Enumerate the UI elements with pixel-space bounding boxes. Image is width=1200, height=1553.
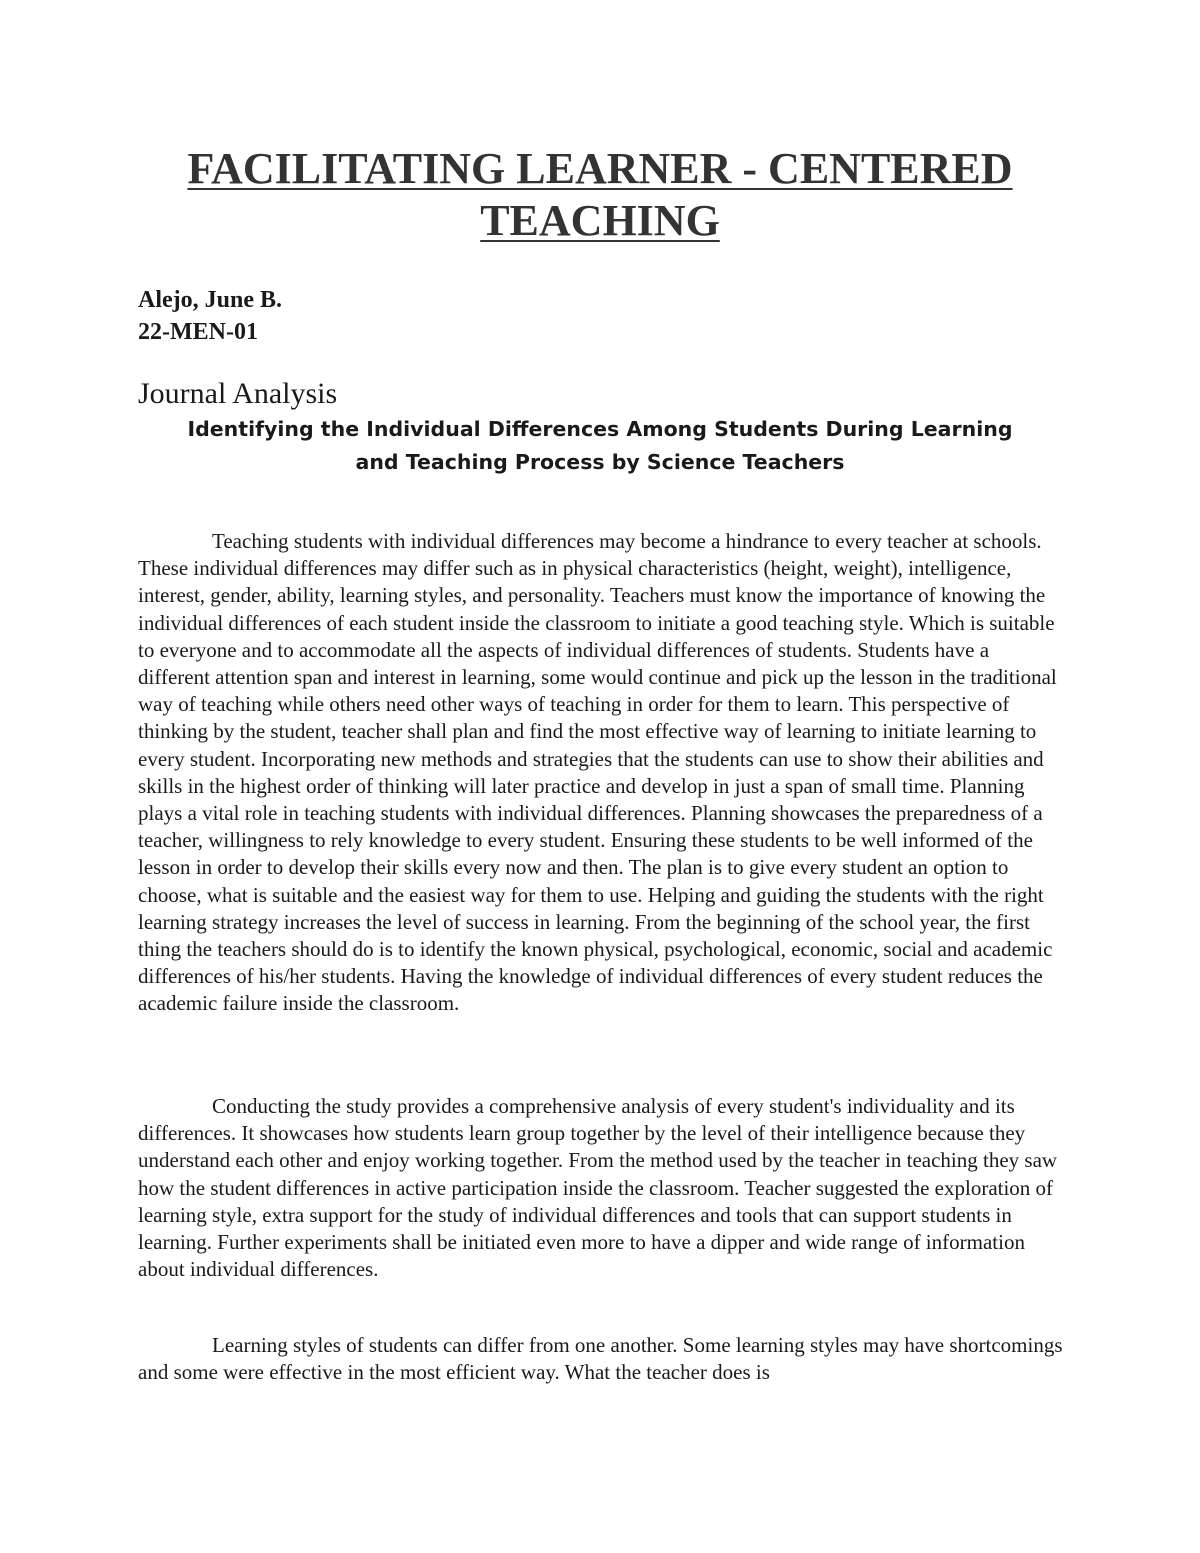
author-id: 22-MEN-01 bbox=[138, 319, 258, 345]
author-block bbox=[138, 284, 282, 348]
article-subtitle bbox=[138, 413, 1062, 479]
author-name: Alejo, June B. bbox=[138, 287, 282, 313]
subtitle-line-1: Identifying the Individual Differences Among Students During Learning bbox=[187, 417, 1013, 441]
body-paragraph-3: Learning styles of students can differ from one another. Some learning styles may have shortcomings and some were effective in the most efficient way. What the teacher does is bbox=[138, 1333, 1063, 1385]
title-line-2: TEACHING bbox=[480, 196, 720, 245]
body-paragraph-1: Teaching students with individual differences may become a hindrance to every teacher at schools. These individual differences may differ such as in physical characteristics (height, weight), intelligence, interest, gender, ability, learning styles, and personality. Teachers must know the importance of knowing the individual differences of each student inside the classroom to initiate a good teaching style. Which is suitable to everyone and to accommodate all the aspects of individual differences of students. Students have a different attention span and interest in learning, some would continue and pick up the lesson in the traditional way of teaching while others need other ways of teaching in order for them to learn. This perspective of thinking by the student, teacher shall plan and find the most effective way of learning to initiate learning to every student. Incorporating new methods and strategies that the students can use to show their abilities and skills in the highest order of thinking will later practice and develop in just a span of small time. Planning plays a vital role in teaching students with individual differences. Planning showcases the preparedness of a teacher, willingness to rely knowledge to every student. Ensuring these students to be well informed of the lesson in order to develop their skills every now and then. The plan is to give every student an option to choose, what is suitable and the easiest way for them to use. Helping and guiding the students with the right learning strategy increases the level of success in learning. From the beginning of the school year, the first thing the teachers should do is to identify the known physical, psychological, economic, social and academic differences of his/her students. Having the knowledge of individual differences of every student reduces the academic failure inside the classroom. bbox=[138, 529, 1057, 1016]
body-paragraph-2: Conducting the study provides a comprehensive analysis of every student's individuality and its differences. It showcases how students learn group together by the level of their intelligence because they understand each other and enjoy working together. From the method used by the teacher in teaching they saw how the student differences in active participation inside the classroom. Teacher suggested the exploration of learning style, extra support for the study of individual differences and tools that can support students in learning. Further experiments shall be initiated even more to have a dipper and wide range of information about individual differences. bbox=[138, 1094, 1058, 1282]
section-heading: Journal Analysis bbox=[138, 377, 338, 410]
subtitle-line-2: and Teaching Process by Science Teachers bbox=[355, 450, 845, 474]
title-line-1: FACILITATING LEARNER - CENTERED bbox=[187, 144, 1013, 193]
document-title bbox=[120, 143, 1080, 247]
